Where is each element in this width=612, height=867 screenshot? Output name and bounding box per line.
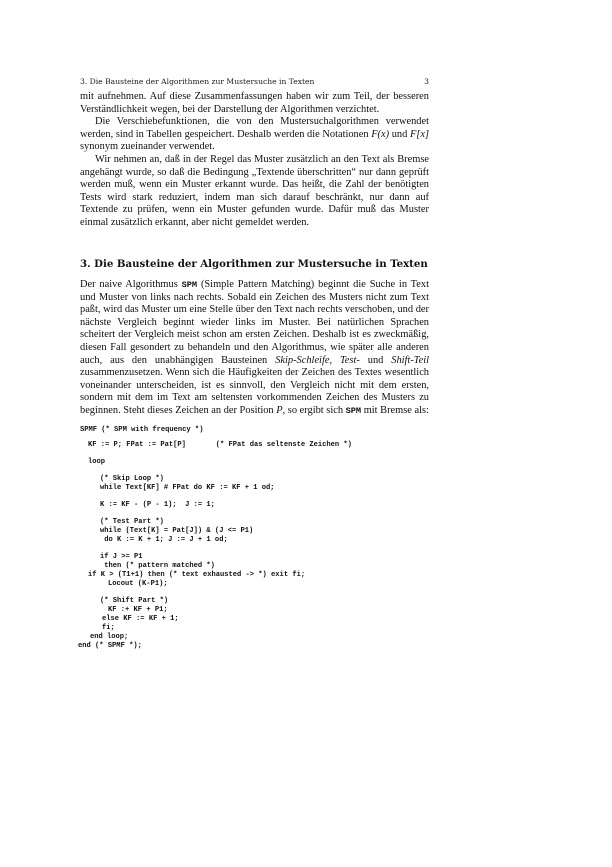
- code-line: loop: [88, 458, 106, 466]
- running-head: [80, 77, 429, 86]
- code-line: while (Text[K] = Pat[J]) & (J <= P1): [100, 527, 254, 535]
- text-run: (Simple Pattern Matching) beginnt die Suche in Text und Muster von links nach rechts. Sobald ein Zeichen des Musters nicht zum Text paßt, wird das Muster um eine Stelle über den Text nach rechts verschoben, und der nächste Vergleich beginnt wieder links im Muster. Bei natürlichen Sprachen scheitert der Vergleich meist schon am ersten Zeichen. Deshalb ist es zweckmäßig, diesen Fall gesondert zu behandeln und den Algorithmus, wie später alle anderen auch, aus den unabhängigen Bausteinen: [80, 279, 429, 366]
- code-line: if K > (T1+1) then (* text exhausted -> *) exit fi;: [88, 571, 306, 579]
- code-line: KF := P; FPat := Pat[P] (* FPat das seltenste Zeichen *): [88, 441, 352, 449]
- intro-paragraph-3: Wir nehmen an, daß in der Regel das Muster zusätzlich an den Text als Bremse angehängt wurde, so daß die Bedingung „Textende überschritten“ nur dann geprüft werden muß, wenn ein Muster erkannt wurde. Das heißt, die Zahl der benötigten Tests wird stark reduziert, indem man sich darauf beschränkt, nur dann auf Textende zu prüfen, wenn ein Muster gefunden wurde. Dafür muß das Muster einmal zusätzlich erkannt, aber nicht gemeldet werden.: [80, 153, 429, 228]
- code-line: then (* pattern matched *): [100, 562, 215, 570]
- text-run: und: [389, 128, 410, 140]
- section-heading: 3. Die Bausteine der Algorithmen zur Mustersuche in Texten: [80, 258, 428, 270]
- code-term-spm: SPM: [345, 405, 362, 416]
- intro-paragraph-2: [80, 116, 429, 154]
- code-line: KF :+ KF + P1;: [108, 606, 168, 614]
- code-line: (* Skip Loop *): [100, 475, 164, 483]
- code-line: K := KF - (P - 1); J := 1;: [100, 501, 215, 509]
- text-run: zusammenzusetzen. Wenn sich die Häufigkeiten der Zeichen des Textes wesentlich voneinander unterscheiden, ist es sinnvoll, den Vergleich nicht mit dem ersten, sondern mit dem im Text am seltensten vorkommenden Zeichen des Musters zu beginnen. Steht dieses Zeichen an der Position: [80, 367, 429, 416]
- text-run: mit Bremse als:: [361, 404, 429, 416]
- term-test-teil: Test-: [339, 354, 360, 366]
- page-number: 3: [424, 77, 429, 86]
- running-head-title: 3. Die Bausteine der Algorithmen zur Mustersuche in Texten: [80, 77, 315, 86]
- intro-paragraph-1: mit aufnehmen. Auf diese Zusammenfassungen haben wir zum Teil, der besseren Verständlichkeit wegen, bei der Darstellung der Algorithmen verzichtet.: [80, 91, 429, 115]
- text-run: Der naive Algorithmus: [80, 279, 182, 290]
- code-line: (* Shift Part *): [100, 597, 169, 605]
- code-line: Locout (K-P1);: [108, 580, 168, 588]
- text-run: Die Verschiebefunktionen, die von den Mustersuchalgorithmen verwendet werden, sind in Tabellen gespeichert. Deshalb werden die Notationen: [80, 116, 429, 140]
- text-run: synonym zueinander verwendet.: [80, 141, 215, 153]
- code-line: end loop;: [90, 633, 129, 641]
- code-line: while Text[KF] # FPat do KF := KF + 1 od;: [100, 484, 275, 492]
- code-line: if J >= P1: [100, 553, 143, 561]
- code-term-spm: SPM: [181, 280, 198, 290]
- math-p: P: [276, 404, 283, 416]
- math-f-paren-x: F(x): [371, 128, 390, 140]
- code-line: SPMF (* SPM with frequency *): [80, 426, 204, 434]
- code-line: fi;: [102, 624, 115, 632]
- text-run: ,: [329, 354, 340, 366]
- intro-text: [80, 91, 429, 230]
- section-text: [80, 279, 429, 418]
- code-line: end (* SPMF *);: [78, 642, 142, 650]
- term-shift-teil: Shift-Teil: [391, 354, 429, 366]
- term-skip-schleife: Skip-Schleife: [275, 354, 330, 366]
- code-line: do K := K + 1; J := J + 1 od;: [100, 536, 228, 544]
- math-f-bracket-x: F[x]: [409, 128, 429, 140]
- code-line: (* Test Part *): [100, 518, 164, 526]
- code-line: else KF := KF + 1;: [102, 615, 179, 623]
- text-run: und: [359, 354, 392, 366]
- code-listing: [78, 426, 352, 650]
- text-run: , so ergibt sich: [282, 404, 346, 416]
- section-paragraph-1: [80, 279, 429, 418]
